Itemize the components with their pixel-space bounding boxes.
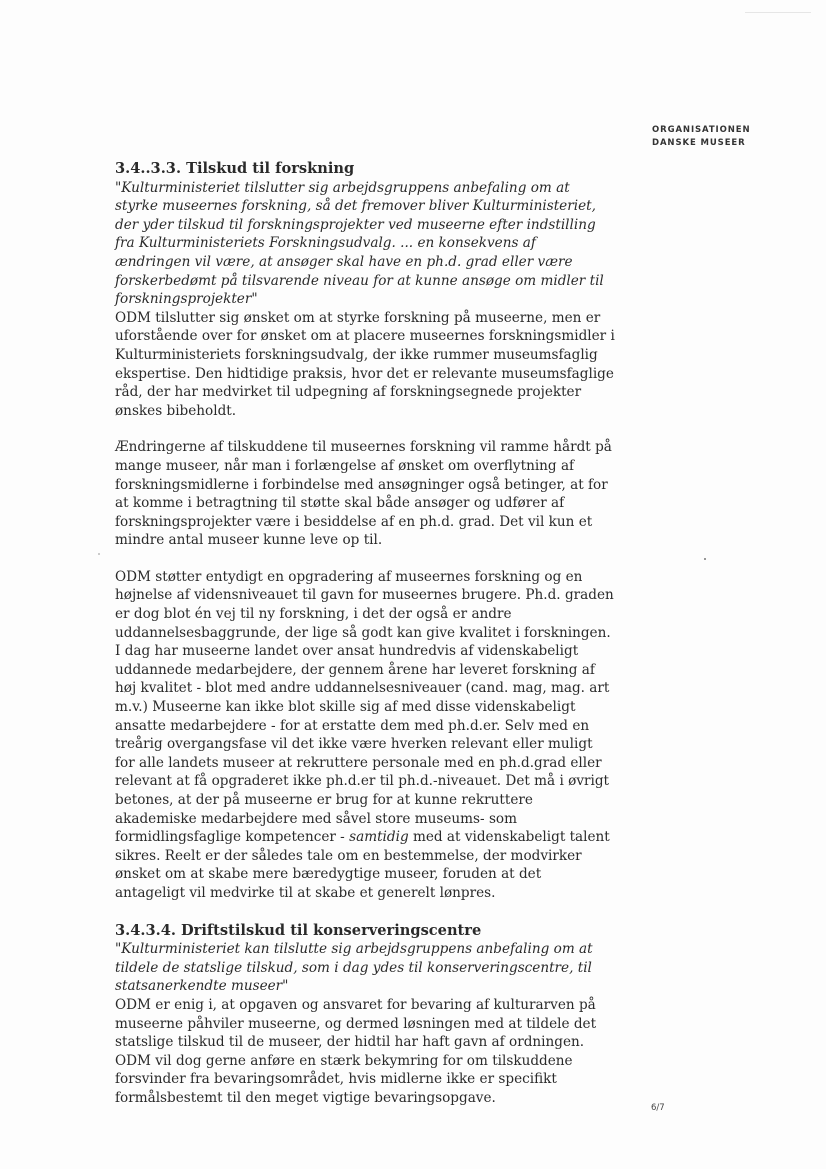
paragraph-forskning-2: Ændringerne af tilskuddene til museernes forskning vil ramme hårdt på mange museer, når man i forlængelse af ønsket om overflytning af forskningsmidlerne i forbindelse med ansøgninger også betinger, at for at komme i betragtning til støtte skal både ansøger og udfører af forskningsprojekter være i besiddelse af en ph.d. grad. Det vil kun et mindre antal museer kunne leve op til.	[115, 439, 612, 549]
section-quote-konservering: "Kulturministeriet kan tilslutte sig arbejdsgruppens anbefaling om at tildele de statslige tilskud, som i dag ydes til konserveringscentre, til statsanerkendte museer"	[115, 941, 593, 995]
page-number: 6/7	[651, 1103, 665, 1113]
organisation-name-line2: DANSKE MUSEER	[652, 138, 746, 148]
section-quote-forskning: "Kulturministeriet tilslutter sig arbejdsgruppens anbefaling om at styrke museernes forskning, så det fremover bliver Kulturministeriet, der yder tilskud til forskningsprojekter ved museerne efter indstilling fra Kulturministeriets Forskningsudvalg. ... en konsekvens af ændringen vil være, at ansøger skal have en ph.d. grad eller være forskerbedømt på tilsvarende niveau for at kunne ansøge om midler til forskningsprojekter"	[115, 179, 604, 308]
paragraph-forskning-1: ODM tilslutter sig ønsket om at styrke forskning på museerne, men er uforstående over for ønsket om at placere museernes forskningsmidler i Kulturministeriets forskningsudvalg, der ikke rummer museumsfaglig ekspertise. Den hidtidige praksis, hvor det er relevante museumsfaglige råd, der har medvirket til udpegning af forskningsegnede projekter ønskes bibeholdt.	[115, 309, 615, 419]
paragraph-forskning-3	[115, 568, 615, 903]
paragraph-spacer	[115, 420, 615, 438]
section-heading-konservering: 3.4.3.4. Driftstilskud til konserveringscentre	[115, 921, 482, 939]
paragraph-spacer	[115, 550, 615, 568]
scan-speck	[704, 558, 706, 560]
paragraph-konservering: ODM er enig i, at opgaven og ansvaret for bevaring af kulturarven på museerne påhviler museerne, og dermed løsningen med at tildele det statslige tilskud til de museer, der hidtil har haft gavn af ordningen. ODM vil dog gerne anføre en stærk bekymring for om tilskuddene forsvinder fra bevaringsområdet, hvis midlerne ikke er specifikt formålsbestemt til den meget vigtige bevaringsopgave.	[115, 996, 597, 1106]
emphasis-samtidig: samtidig	[349, 829, 409, 846]
scan-speck	[98, 553, 100, 555]
section-heading-forskning: 3.4..3.3. Tilskud til forskning	[115, 160, 355, 177]
scan-edge-line	[745, 12, 811, 13]
paragraph-spacer	[115, 903, 615, 922]
organisation-name-line1: ORGANISATIONEN	[652, 125, 751, 135]
document-body	[115, 160, 615, 1108]
organisation-logo	[652, 124, 750, 150]
paragraph-forskning-3-main: ODM støtter entydigt en opgradering af museernes forskning og en højnelse af vidensniveauet til gavn for museernes brugere. Ph.d. graden er dog blot én vej til ny forskning, i det der også er andre uddannelsesbaggrunde, der lige så godt kan give kvalitet i forskningen. I dag har museerne landet over ansat hundredvis af videnskabeligt uddannede medarbejdere, der gennem årene har leveret forskning af høj kvalitet - blot med andre uddannelsesniveauer (cand. mag, mag. art m.v.) Museerne kan ikke blot skille sig af med disse videnskabeligt ansatte medarbejdere - for at erstatte dem med ph.d.er. Selv med en treårig overgangsfase vil det ikke være hverken relevant eller muligt for alle landets museer at rekruttere personale med en ph.d.grad eller relevant at få opgraderet ikke ph.d.er til ph.d.-niveauet. Det må i øvrigt betones, at der på museerne er brug for at kunne rekruttere akademiske medarbejdere med såvel store museums- som formidlingsfaglige kompetencer -	[115, 568, 614, 846]
paragraph-forskning-3-tail: med at videnskabeligt talent sikres. Reelt er der således tale om en bestemmelse, der modvirker ønsket om at skabe mere bæredygtige museer, foruden at det antageligt vil medvirke til at skabe et generelt lønpres.	[115, 829, 610, 901]
